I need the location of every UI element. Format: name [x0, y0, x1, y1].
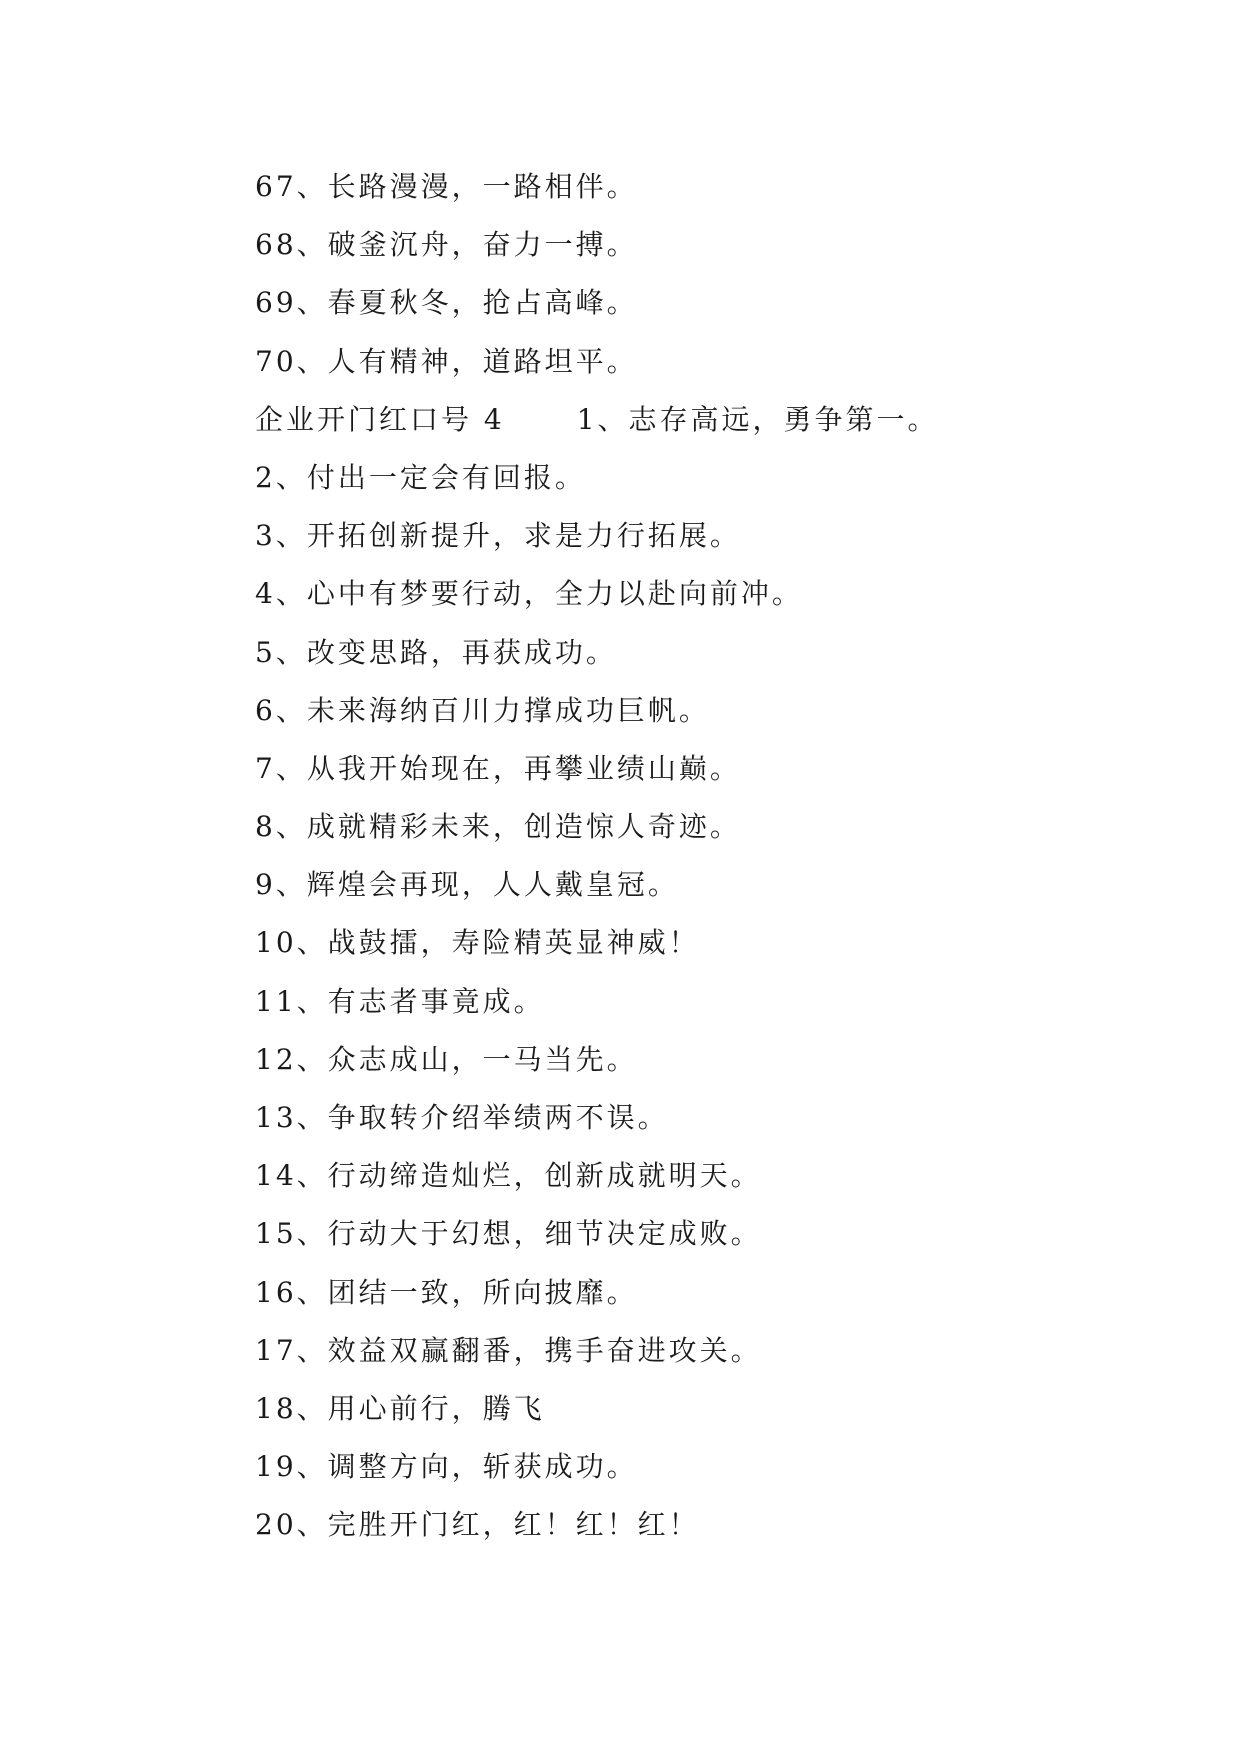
- list-item: 3、开拓创新提升，求是力行拓展。: [255, 519, 741, 553]
- list-item: 67、长路漫漫，一路相伴。: [255, 170, 638, 203]
- list-item: 5、改变思路，再获成功。: [255, 635, 617, 669]
- document-page: [255, 158, 1155, 1555]
- list-item: 10、战鼓擂，寿险精英显神威！: [255, 926, 700, 960]
- list-item: 69、春夏秋冬，抢占高峰。: [255, 286, 638, 320]
- list-item: 70、人有精神，道路坦平。: [255, 344, 638, 378]
- list-item: 12、众志成山，一马当先。: [255, 1042, 638, 1076]
- list-item: 15、行动大于幻想，细节决定成败。: [255, 1217, 762, 1251]
- list-item: 17、效益双赢翻番，携手奋进攻关。: [255, 1333, 762, 1367]
- list-item: 1、志存高远，勇争第一。: [576, 402, 939, 436]
- section-line: [255, 391, 1155, 449]
- list-item: 13、争取转介绍举绩两不误。: [255, 1101, 669, 1134]
- list-item: 14、行动缔造灿烂，创新成就明天。: [255, 1159, 762, 1193]
- list-item: 8、成就精彩未来，创造惊人奇迹。: [255, 810, 741, 844]
- list-item: 2、付出一定会有回报。: [255, 460, 586, 494]
- section-heading: 企业开门红口号 4: [255, 402, 505, 436]
- list-item: 9、辉煌会再现，人人戴皇冠。: [255, 868, 679, 902]
- list-item: 4、心中有梦要行动，全力以赴向前冲。: [255, 577, 803, 611]
- list-item: 18、用心前行，腾飞: [255, 1391, 545, 1425]
- list-item: 20、完胜开门红，红！红！红！: [255, 1508, 700, 1542]
- list-item: 7、从我开始现在，再攀业绩山巅。: [255, 751, 741, 785]
- list-item: 11、有志者事竟成。: [255, 984, 545, 1018]
- list-item: 6、未来海纳百川力撑成功巨帆。: [255, 693, 710, 727]
- list-item: 19、调整方向，斩获成功。: [255, 1450, 638, 1484]
- list-item: 68、破釜沉舟，奋力一搏。: [255, 228, 638, 262]
- list-item: 16、团结一致，所向披靡。: [255, 1275, 638, 1309]
